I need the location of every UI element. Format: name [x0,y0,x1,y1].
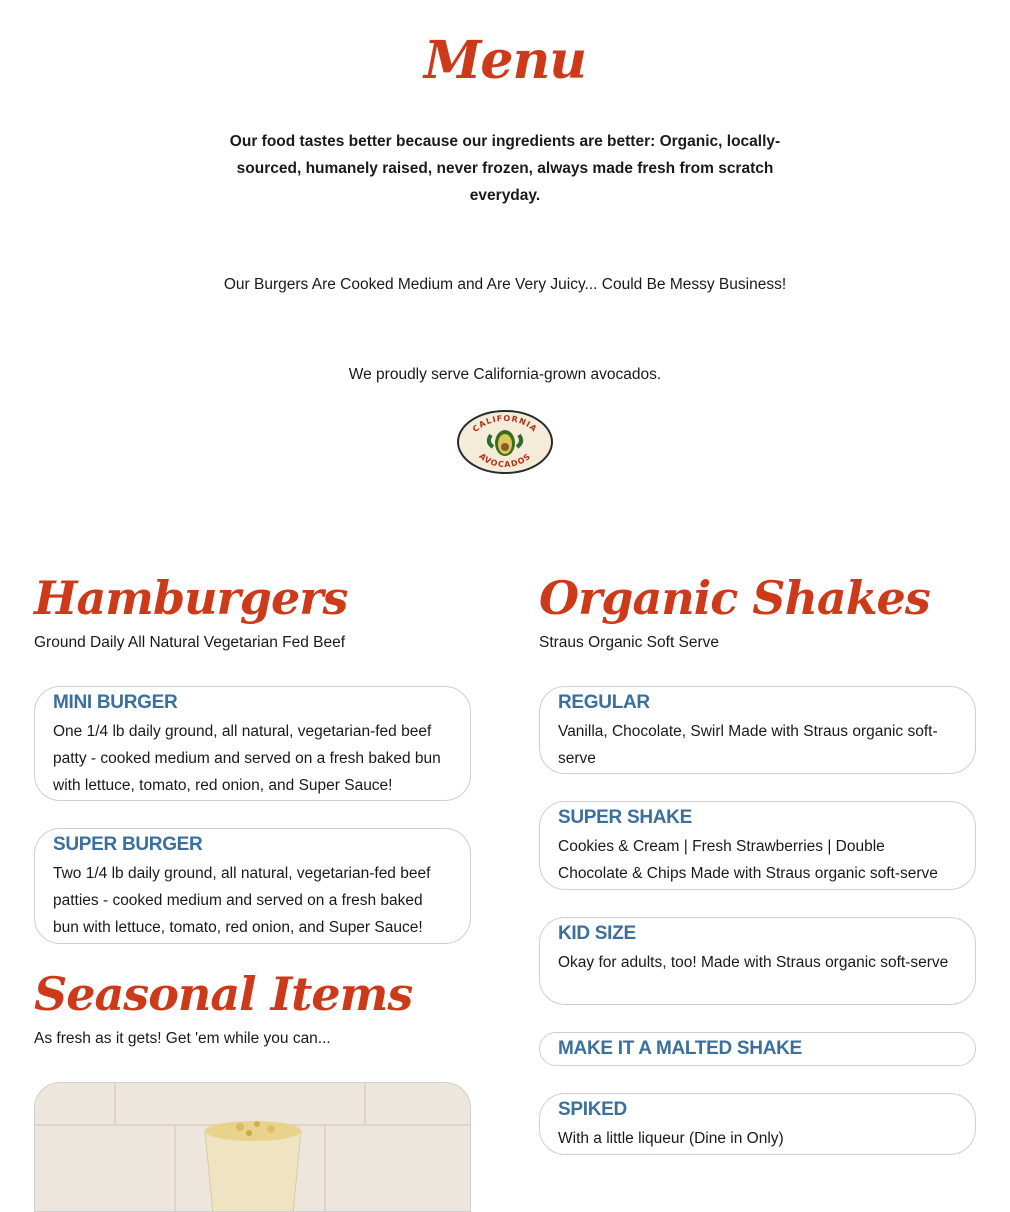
burger-note: Our Burgers Are Cooked Medium and Are Very Juicy... Could Be Messy Business! [223,276,787,293]
item-name: MINI BURGER [53,692,178,713]
item-name: REGULAR [558,692,650,713]
menu-item-kid-size[interactable] [539,917,976,1005]
shakes-title: Organic Shakes [539,571,930,625]
shakes-subtitle: Straus Organic Soft Serve [539,634,720,651]
item-name: SUPER BURGER [53,834,203,855]
page-title: Menu [423,30,587,91]
item-description: Two 1/4 lb daily ground, all natural, vegetarian-fed beef patties - cooked medium and served on a fresh baked bun with lettuce, tomato, red onion, and Super Sauce! [53,865,431,936]
badge-bottom-text: AVOCADOS [477,451,533,470]
hamburgers-section [34,0,471,1192]
menu-item-regular-shake[interactable] [539,686,976,774]
avocado-note: We proudly serve California-grown avocados. [348,366,662,383]
intro-statement: Our food tastes better because our ingredients are better: Organic, locally-sourced, humanely raised, never frozen, always made fresh from scratch everyday. [229,133,781,204]
hamburgers-subtitle: Ground Daily All Natural Vegetarian Fed Beef [34,634,346,651]
seasonal-title: Seasonal Items [34,967,413,1021]
item-description: Okay for adults, too! Made with Straus organic soft-serve [558,954,949,971]
menu-item-super-shake[interactable] [539,801,976,890]
badge-top-text: CALIFORNIA [470,413,540,434]
item-name: SPIKED [558,1099,627,1120]
item-description: Cookies & Cream | Fresh Strawberries | Double Chocolate & Chips Made with Straus organic soft-serve [558,838,938,882]
item-description: One 1/4 lb daily ground, all natural, vegetarian-fed beef patty - cooked medium and served on a fresh baked bun with lettuce, tomato, red onion, and Super Sauce! [53,723,441,794]
hamburgers-title: Hamburgers [34,571,348,625]
menu-item-spiked[interactable] [539,1093,976,1155]
item-name: KID SIZE [558,923,636,944]
item-name: SUPER SHAKE [558,807,692,828]
seasonal-subtitle: As fresh as it gets! Get 'em while you can... [34,1030,331,1047]
seasonal-shake-photo[interactable] [34,1082,471,1212]
menu-item-malted-shake[interactable] [539,1032,976,1066]
menu-item-super-burger[interactable] [34,828,471,944]
menu-item-mini-burger[interactable] [34,686,471,801]
item-description: With a little liqueur (Dine in Only) [558,1130,784,1147]
item-name: MAKE IT A MALTED SHAKE [558,1038,802,1059]
item-description: Vanilla, Chocolate, Swirl Made with Straus organic soft-serve [558,723,938,767]
shakes-section [539,0,976,1192]
